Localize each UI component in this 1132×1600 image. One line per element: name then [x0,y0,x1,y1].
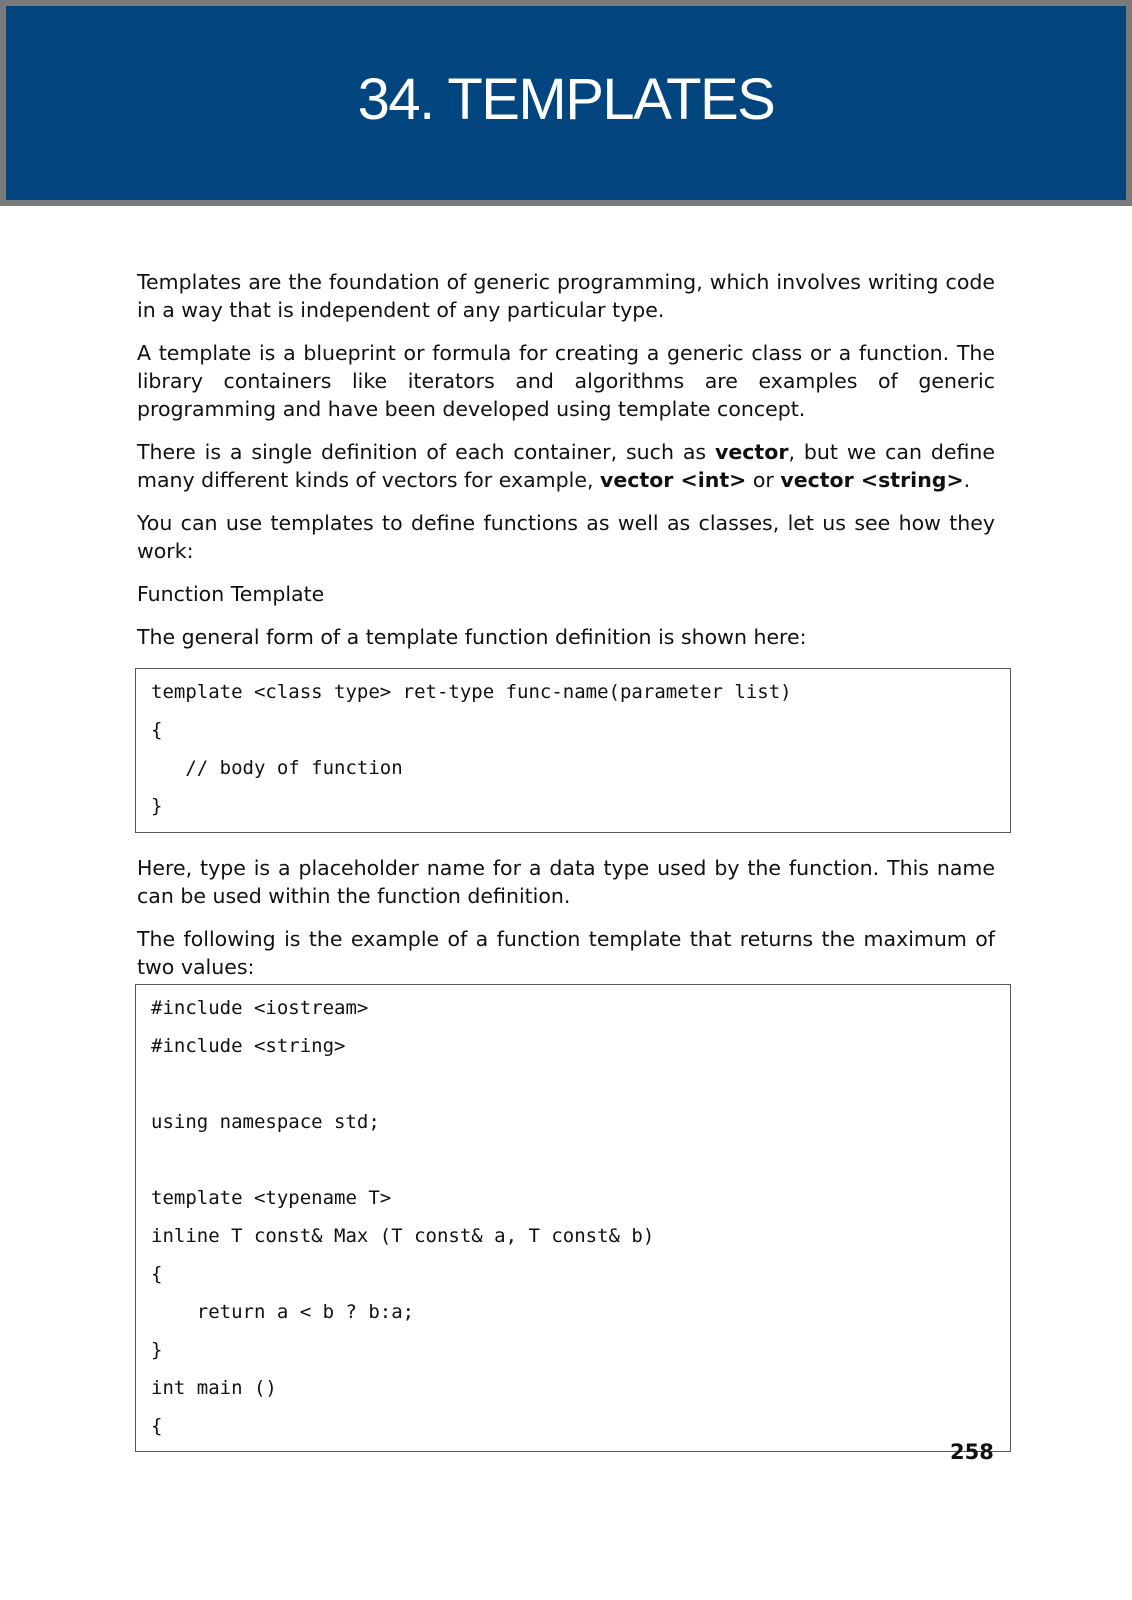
code-block-general-form [135,668,1011,833]
paragraph-containers-text-4: . [963,468,971,492]
code-line: { [151,1415,163,1437]
paragraph-placeholder: Here, type is a placeholder name for a data type used by the function. This name can be used within the function definition. [137,856,995,908]
chapter-header [0,0,1132,206]
code-line: { [151,1263,163,1285]
paragraph-example-intro: The following is the example of a function template that returns the maximum of two values: [137,927,995,979]
bold-vector: vector [715,440,789,464]
code-line: int main () [151,1377,277,1399]
paragraph-usage: You can use templates to define functions as well as classes, let us see how they work: [137,511,995,563]
paragraph-containers-text-3: or [746,468,781,492]
section-heading: Function Template [137,582,325,606]
paragraph-general-form: The general form of a template function definition is shown here: [137,625,807,649]
paragraph-containers-text-2: , but we can define many different kinds of vectors for example, [137,440,995,492]
paragraph-intro: Templates are the foundation of generic programming, which involves writing code in a way that is independent of any particular type. [137,270,995,322]
code-line: } [151,795,163,817]
code-line: #include <string> [151,1035,346,1057]
text-content-middle [137,854,995,996]
paragraph-containers [137,438,995,494]
code-block-example [135,984,1011,1452]
code-line [136,1065,1010,1103]
paragraph-blueprint: A template is a blueprint or formula for creating a generic class or a function. The library containers like iterators and algorithms are examples of generic programming and have been developed using template concept. [137,341,995,421]
page-number: 258 [950,1440,994,1464]
code-line: inline T const& Max (T const& a, T const& b) [151,1225,655,1247]
text-content [137,268,995,666]
code-line: template <class type> ret-type func-name(parameter list) [151,681,792,703]
code-line: } [151,1339,163,1361]
code-line: return a < b ? b:a; [151,1301,415,1323]
code-line: { [151,719,163,741]
bold-vector-int: vector <int> [600,468,747,492]
bold-vector-string: vector <string> [780,468,964,492]
code-line [136,1141,1010,1179]
code-line: // body of function [151,757,403,779]
code-line: template <typename T> [151,1187,392,1209]
paragraph-containers-text-1: There is a single definition of each container, such as [137,440,716,464]
chapter-title: 34. TEMPLATES [357,66,775,132]
code-line: #include <iostream> [151,997,369,1019]
code-line: using namespace std; [151,1111,380,1133]
